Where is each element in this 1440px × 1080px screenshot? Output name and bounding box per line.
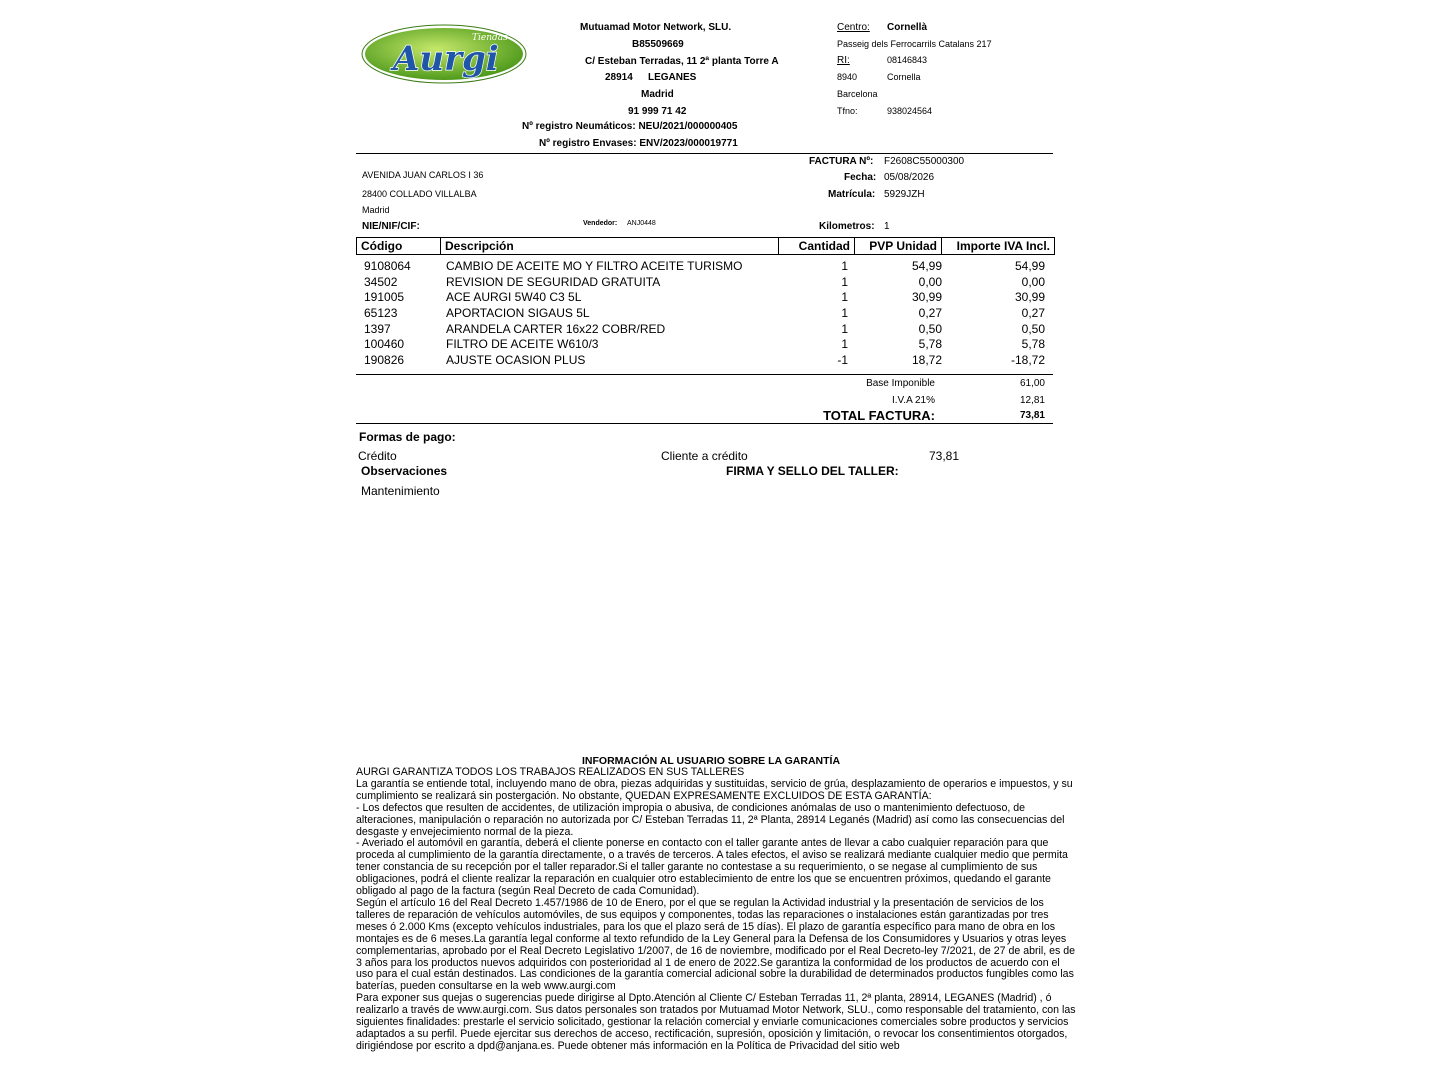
cell-unit: 0,50: [918, 321, 942, 336]
total-value: 73,81: [1019, 410, 1045, 421]
totals-divider: [356, 423, 1053, 424]
center-province: Barcelona: [837, 89, 878, 99]
header-divider: [356, 153, 1053, 154]
km-value: 1: [884, 221, 890, 232]
header-cantidad: Cantidad: [779, 238, 855, 254]
cell-total: 0,27: [1021, 306, 1045, 321]
center-city: Cornella: [887, 72, 921, 82]
table-row: [356, 322, 1053, 338]
company-city: LEGANES: [648, 72, 697, 83]
matricula-label: Matrícula:: [828, 189, 876, 200]
cell-qty: 1: [841, 337, 848, 352]
cell-desc: ACE AURGI 5W40 C3 5L: [446, 290, 582, 305]
fecha-value: 05/08/2026: [884, 172, 935, 183]
cell-code: 190826: [364, 353, 405, 368]
vendedor-label: Vendedor:: [583, 220, 618, 227]
cell-total: 0,00: [1021, 274, 1045, 289]
cell-code: 34502: [364, 274, 398, 289]
table-row: [356, 275, 1053, 291]
warranty-paragraph: AURGI GARANTIZA TODOS LOS TRABAJOS REALIZADOS EN SUS TALLERES: [356, 766, 745, 778]
vendedor-value: ANJ0448: [627, 220, 656, 227]
company-cif: B85509669: [632, 39, 684, 50]
warranty-paragraph: - Los defectos que resulten de accidentes, de utilización impropia o abusiva, de condiciones anómalas de uso o mantenimiento defectuoso, de alteraciones, manipulación o reparación no autorizada por C/ Esteban Terradas 11, 2ª Planta, 28914 Leganés (Madrid) así como las consecuencias del desgaste y envejecimiento normal de la pieza.: [356, 801, 1065, 838]
warranty-paragraph: La garantía se entiende total, incluyendo mano de obra, piezas adquiridas y sustituidas, servicio de grúa, desplazamiento de operarios e impuestos, y su cumplimiento se realizará sin postergación. No obstante, QUEDAN EXPRESAMENTE EXCLUIDOS DE ESTA GARANTÍA:: [356, 777, 1073, 802]
total-label: TOTAL FACTURA:: [823, 408, 935, 423]
cell-total: -18,72: [1010, 353, 1045, 368]
cell-qty: 1: [841, 306, 848, 321]
cell-unit: 54,99: [911, 259, 942, 273]
table-bottom-divider: [356, 374, 1053, 375]
cell-code: 65123: [364, 306, 398, 321]
cell-desc: FILTRO DE ACEITE W610/3: [446, 337, 599, 352]
ri-label: RI:: [837, 55, 850, 66]
table-row: [356, 259, 1053, 275]
table-row: [356, 337, 1053, 353]
company-postal-code: 28914: [605, 72, 633, 83]
svg-text:Aurgi: Aurgi: [393, 39, 499, 79]
customer-address: AVENIDA JUAN CARLOS I 36: [362, 170, 484, 180]
cell-desc: AJUSTE OCASION PLUS: [446, 353, 586, 368]
table-row: [356, 306, 1053, 322]
cell-code: 1397: [364, 321, 391, 336]
table-row: [356, 353, 1053, 369]
svg-text:Tiendas: Tiendas: [472, 33, 508, 43]
payment-method: Crédito: [358, 449, 397, 463]
warranty-title: INFORMACIÓN AL USUARIO SOBRE LA GARANTÍA: [582, 755, 841, 767]
matricula-value: 5929JZH: [884, 189, 925, 200]
cell-desc: REVISION DE SEGURIDAD GRATUITA: [446, 274, 661, 289]
cell-code: 191005: [364, 290, 405, 305]
warranty-paragraph: Para exponer sus quejas o sugerencias puede dirigirse al Dpto.Atención al Cliente C/ Esteban Terradas 11, 2ª planta, 28914, LEGANES (Madrid) , ó realizarlo a través de www.aurgi.com. Sus datos personales son tratados por Mutuamad Motor Network, SLU., como responsable del tratamiento, con las siguientes finalidades: prestarle el servicio solicitado, gestionar la relación comercial y enviarle comunicaciones comerciales sobre productos y servicios adaptados a su perfil. Puede ejercitar sus derechos de acceso, rectificación, supresión, oposición y limitación, o revocar los consentimientos otorgados, dirigiéndose por escrito a dpd@anjana.es. Puede obtener más información en la Política de Privacidad del sitio web: [356, 992, 1076, 1052]
payment-desc: Cliente a crédito: [661, 449, 748, 463]
observations-text: Mantenimiento: [361, 484, 440, 498]
company-name: Mutuamad Motor Network, SLU.: [580, 22, 732, 33]
header-codigo: Código: [357, 238, 441, 254]
payment-amount: 73,81: [929, 449, 960, 463]
cell-unit: 18,72: [911, 353, 942, 368]
factura-value: F2608C55000300: [884, 156, 965, 167]
tfno-label: Tfno:: [837, 106, 858, 116]
table-row: [356, 290, 1053, 306]
header-importe: Importe IVA Incl.: [956, 239, 1050, 253]
cell-qty: 1: [841, 274, 848, 289]
cell-unit: 0,00: [918, 274, 942, 289]
warranty-paragraph: Según el artículo 16 del Real Decreto 1.457/1986 de 10 de Enero, por el que se regulan la Actividad industrial y la presentación de servicios de los talleres de reparación de vehículos automóviles, de sus equipos y componentes, todas las reparaciones o instalaciones están garantizadas por tres meses ó 2.000 Kms (excepto vehículos industriales, para los que el plazo será de 15 días). El plazo de garantía específico para mano de obra en los montajes es de 6 meses.La garantía legal conforme al texto refundido de la Ley General para la Defensa de los Consumidores y Usuarios y otras leyes complementarias, aprobado por el Real Decreto Legislativo 1/2007, de 16 de noviembre, modificado por el Real Decreto-ley 7/2021, de 27 de abril, es de 3 años para los productos nuevos adquiridos con posterioridad al 1 de enero de 2022.Se garantiza la conformidad de los productos de acuerdo con el uso para el cual están destinados. Las condiciones de la garantía comercial adicional sobre la durabilidad de determinados productos fungibles como las baterías, pueden consultarse en la web www.aurgi.com: [356, 896, 1076, 993]
payment-title: Formas de pago:: [359, 430, 456, 444]
items-table-header: [356, 237, 1055, 255]
customer-city: 28400 COLLADO VILLALBA: [362, 189, 477, 199]
cell-qty: 1: [841, 259, 848, 273]
company-reg-envases: Nº registro Envases: ENV/2023/000019771: [539, 138, 738, 149]
customer-province: Madrid: [362, 205, 390, 215]
cell-qty: 1: [841, 290, 848, 305]
cell-code: 100460: [364, 337, 405, 352]
factura-label: FACTURA Nº:: [809, 156, 874, 167]
cell-qty: 1: [841, 321, 848, 336]
cell-total: 0,50: [1021, 321, 1045, 336]
cell-unit: 5,78: [918, 337, 942, 352]
fecha-label: Fecha:: [844, 172, 877, 183]
cell-total: 54,99: [1014, 259, 1045, 273]
signature-label: FIRMA Y SELLO DEL TALLER:: [726, 464, 899, 478]
iva-label: I.V.A 21%: [892, 395, 935, 406]
company-province: Madrid: [641, 89, 674, 100]
header-descripcion: Descripción: [441, 238, 779, 254]
nif-label: NIE/NIF/CIF:: [362, 221, 420, 232]
iva-value: 12,81: [1019, 395, 1045, 406]
observations-title: Observaciones: [361, 464, 448, 478]
company-reg-neumaticos: Nº registro Neumáticos: NEU/2021/000000405: [522, 121, 738, 132]
base-label: Base Imponible: [866, 378, 935, 389]
header-pvp-unidad: PVP Unidad: [855, 238, 942, 254]
company-address: C/ Esteban Terradas, 11 2ª planta Torre A: [585, 56, 779, 67]
cell-desc: ARANDELA CARTER 16x22 COBR/RED: [446, 321, 666, 336]
base-value: 61,00: [1019, 378, 1045, 389]
cell-code: 9108064: [364, 259, 411, 273]
warranty-text: [356, 767, 1078, 1053]
km-label: Kilometros:: [819, 221, 875, 232]
company-phone: 91 999 71 42: [628, 106, 687, 117]
cell-unit: 0,27: [918, 306, 942, 321]
ri-value: 08146843: [887, 55, 928, 65]
cell-unit: 30,99: [911, 290, 942, 305]
centro-label: Centro:: [837, 22, 870, 33]
cell-desc: APORTACION SIGAUS 5L: [446, 306, 590, 321]
center-postal-code: 8940: [837, 72, 858, 82]
aurgi-logo: [360, 22, 530, 86]
center-address: Passeig dels Ferrocarrils Catalans 217: [837, 39, 992, 49]
warranty-paragraph: - Averiado el automóvil en garantía, deberá el cliente ponerse en contacto con el taller garante antes de llevar a cabo cualquier reparación para que proceda al cumplimiento de la garantía directamente, o a través de terceros. A tales efectos, el aviso se realizará mediante cualquier medio que permita tener constancia de su recepción por el taller reparador.Si el taller garante no contestase a su requerimiento, o se negase al cumplimiento de sus obligaciones, podrá el cliente realizar la reparación en cualquier otro establecimiento de entre los que se encuentren próximos, quedando el garante obligado al pago de la factura (según Real Decreto de cada Comunidad).: [356, 837, 1068, 898]
cell-desc: CAMBIO DE ACEITE MO Y FILTRO ACEITE TURISMO: [446, 259, 743, 273]
cell-total: 5,78: [1021, 337, 1045, 352]
cell-qty: -1: [837, 353, 848, 368]
items-table-body: [356, 259, 1053, 369]
cell-total: 30,99: [1014, 290, 1045, 305]
tfno-value: 938024564: [887, 106, 933, 116]
centro-value: Cornellà: [887, 22, 928, 33]
